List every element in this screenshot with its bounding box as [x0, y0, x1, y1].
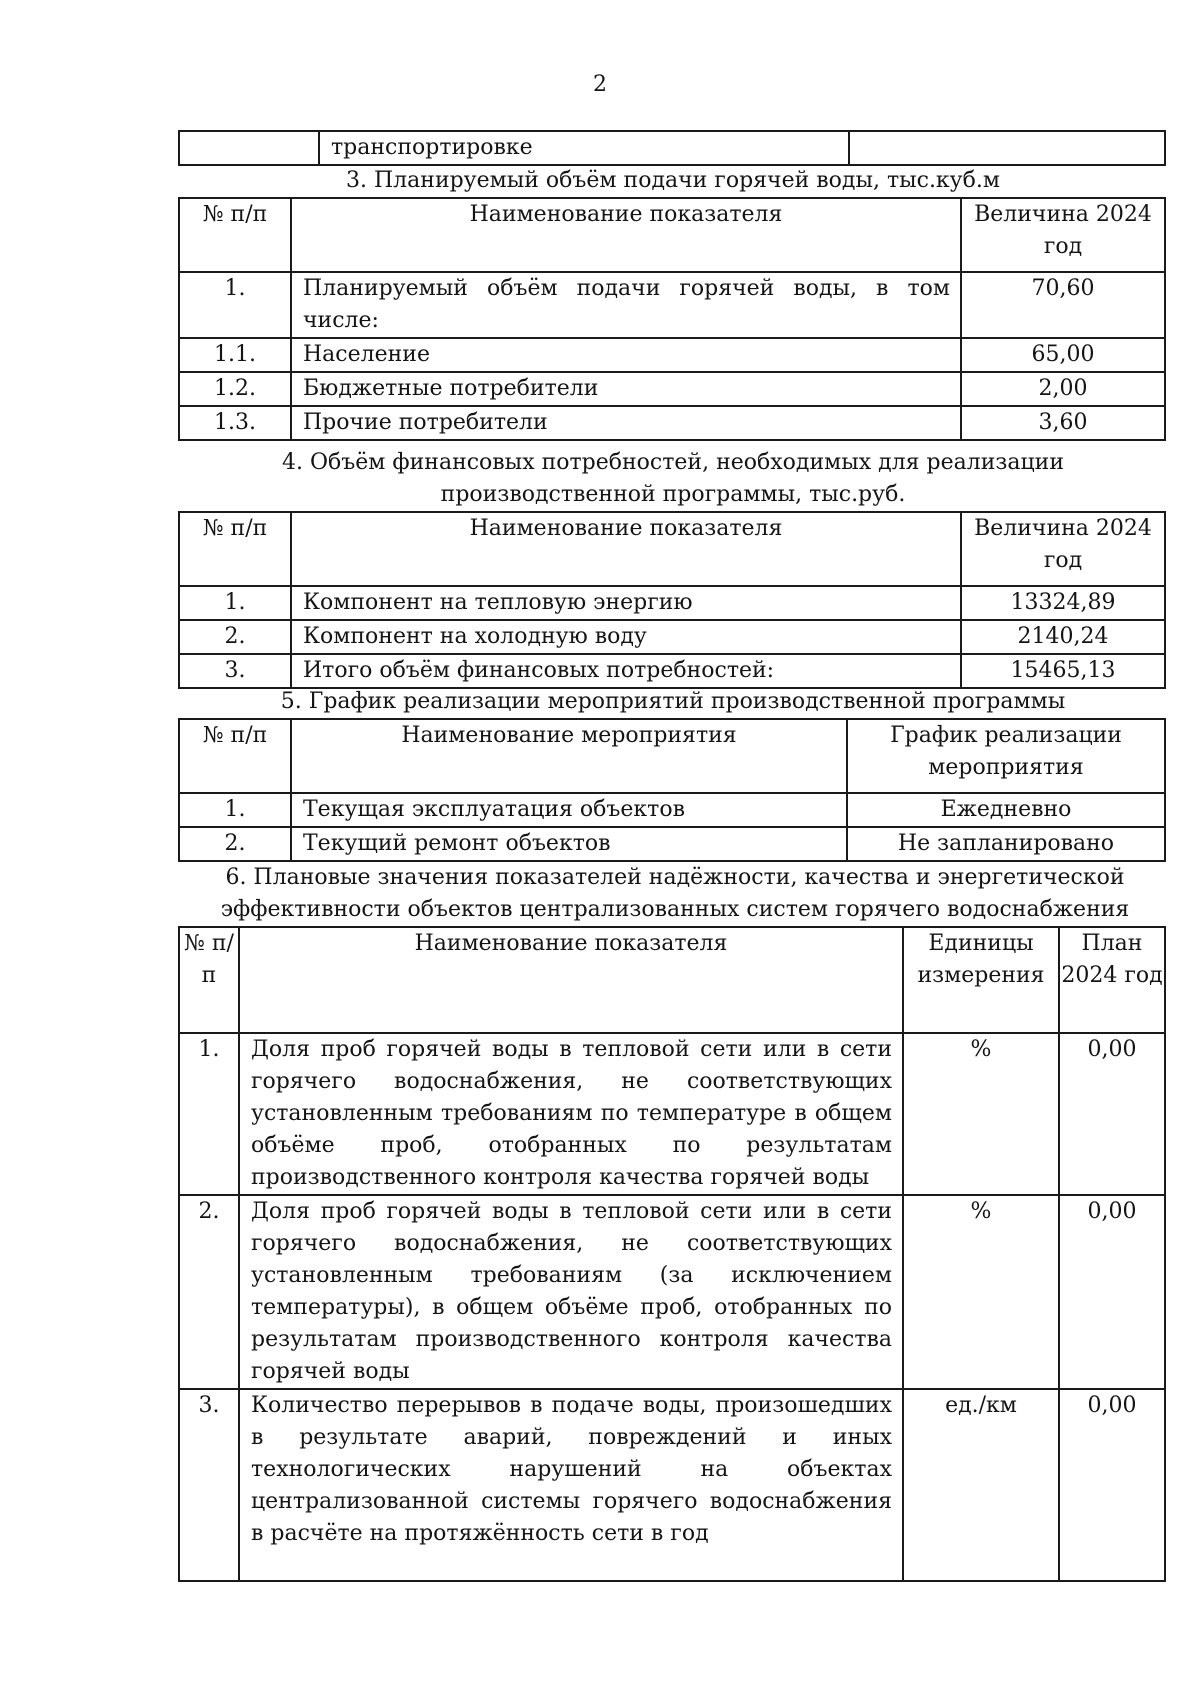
row-num: 1. [179, 1033, 239, 1195]
table-row [179, 338, 1165, 372]
header-num: № п/п [179, 198, 291, 272]
header-name: Наименование показателя [239, 927, 903, 1033]
section6-table [178, 926, 1166, 1582]
table-row [179, 654, 1165, 688]
row-num: 3. [179, 654, 291, 688]
table-header-row [179, 927, 1165, 1033]
row-num: 1. [179, 793, 291, 827]
row-value: 15465,13 [961, 654, 1165, 688]
row-name: Текущий ремонт объектов [291, 827, 847, 861]
table-row [179, 1033, 1165, 1195]
row-value: 3,60 [961, 406, 1165, 440]
table-row [179, 1195, 1165, 1389]
header-name: Наименование показателя [291, 198, 961, 272]
row-value: 2,00 [961, 372, 1165, 406]
section5-title: 5. График реализации мероприятий производственной программы [280, 689, 1066, 714]
row-plan: 0,00 [1059, 1389, 1165, 1581]
table-row [179, 586, 1165, 620]
table-row [179, 406, 1165, 440]
row-name: Количество перерывов в подаче воды, произошедших в результате аварий, повреждений и иных технологических нарушений на объектах централизованной системы горячего водоснабжения в расчёте на протяжённость сети в год [239, 1389, 903, 1581]
table-header-row [179, 512, 1165, 586]
row-name: Компонент на холодную воду [291, 620, 961, 654]
row-name: Доля проб горячей воды в тепловой сети или в сети горячего водоснабжения, не соответствующих установленным требованиям по температуре в общем объёме проб, отобранных по результатам производственного контроля качества горячей воды [239, 1033, 903, 1195]
table-row [179, 793, 1165, 827]
header-value: Величина 2024 год [961, 198, 1165, 272]
header-unit: Единицы измерения [903, 927, 1059, 1033]
section5-table [178, 718, 1166, 862]
header-value: Величина 2024 год [961, 512, 1165, 586]
row-num: 3. [179, 1389, 239, 1581]
empty-cell [849, 131, 1165, 165]
row-num: 2. [179, 1195, 239, 1389]
row-num: 1. [179, 272, 291, 338]
table-header-row [179, 198, 1165, 272]
row-unit: ед./км [903, 1389, 1059, 1581]
empty-cell [179, 131, 319, 165]
row-unit: % [903, 1033, 1059, 1195]
row-name: Планируемый объём подачи горячей воды, в том числе: [291, 272, 961, 338]
header-value: График реализации мероприятия [847, 719, 1165, 793]
table-row [179, 131, 1165, 165]
row-name: Прочие потребители [291, 406, 961, 440]
section4-title: 4. Объём финансовых потребностей, необходимых для реализации производственной программы, тыс.руб. [282, 450, 1064, 507]
table-row [179, 1389, 1165, 1581]
row-num: 1. [179, 586, 291, 620]
table-row [179, 372, 1165, 406]
row-name: Текущая эксплуатация объектов [291, 793, 847, 827]
row-num: 1.3. [179, 406, 291, 440]
section6-title: 6. Плановые значения показателей надёжности, качества и энергетической эффективности объектов централизованных систем горячего водоснабжения [220, 865, 1130, 922]
header-plan: План 2024 год [1059, 927, 1165, 1033]
row-value: 13324,89 [961, 586, 1165, 620]
row-name: Итого объём финансовых потребностей: [291, 654, 961, 688]
section3-table [178, 197, 1166, 441]
row-num: 1.2. [179, 372, 291, 406]
page-number: 2 [593, 72, 607, 97]
row-name: Бюджетные потребители [291, 372, 961, 406]
table-row [179, 620, 1165, 654]
row-name: Население [291, 338, 961, 372]
row-plan: 0,00 [1059, 1195, 1165, 1389]
row-value: 70,60 [961, 272, 1165, 338]
header-num: № п/п [179, 719, 291, 793]
section4-table [178, 511, 1166, 689]
carryover-text: транспортировке [319, 131, 849, 165]
row-value: Ежедневно [847, 793, 1165, 827]
row-plan: 0,00 [1059, 1033, 1165, 1195]
row-num: 2. [179, 620, 291, 654]
header-name: Наименование показателя [291, 512, 961, 586]
row-name: Доля проб горячей воды в тепловой сети или в сети горячего водоснабжения, не соответствующих установленным требованиям (за исключением температуры), в общем объёме проб, отобранных по результатам производственного контроля качества горячей воды [239, 1195, 903, 1389]
table-header-row [179, 719, 1165, 793]
header-name: Наименование мероприятия [291, 719, 847, 793]
header-num: № п/п [179, 927, 239, 1033]
row-unit: % [903, 1195, 1059, 1389]
row-num: 2. [179, 827, 291, 861]
carryover-table [178, 130, 1166, 166]
row-value: 2140,24 [961, 620, 1165, 654]
table-row [179, 272, 1165, 338]
row-name: Компонент на тепловую энергию [291, 586, 961, 620]
row-value: 65,00 [961, 338, 1165, 372]
row-num: 1.1. [179, 338, 291, 372]
row-value: Не запланировано [847, 827, 1165, 861]
table-row [179, 827, 1165, 861]
header-num: № п/п [179, 512, 291, 586]
section3-title: 3. Планируемый объём подачи горячей воды, тыс.куб.м [346, 168, 1000, 193]
